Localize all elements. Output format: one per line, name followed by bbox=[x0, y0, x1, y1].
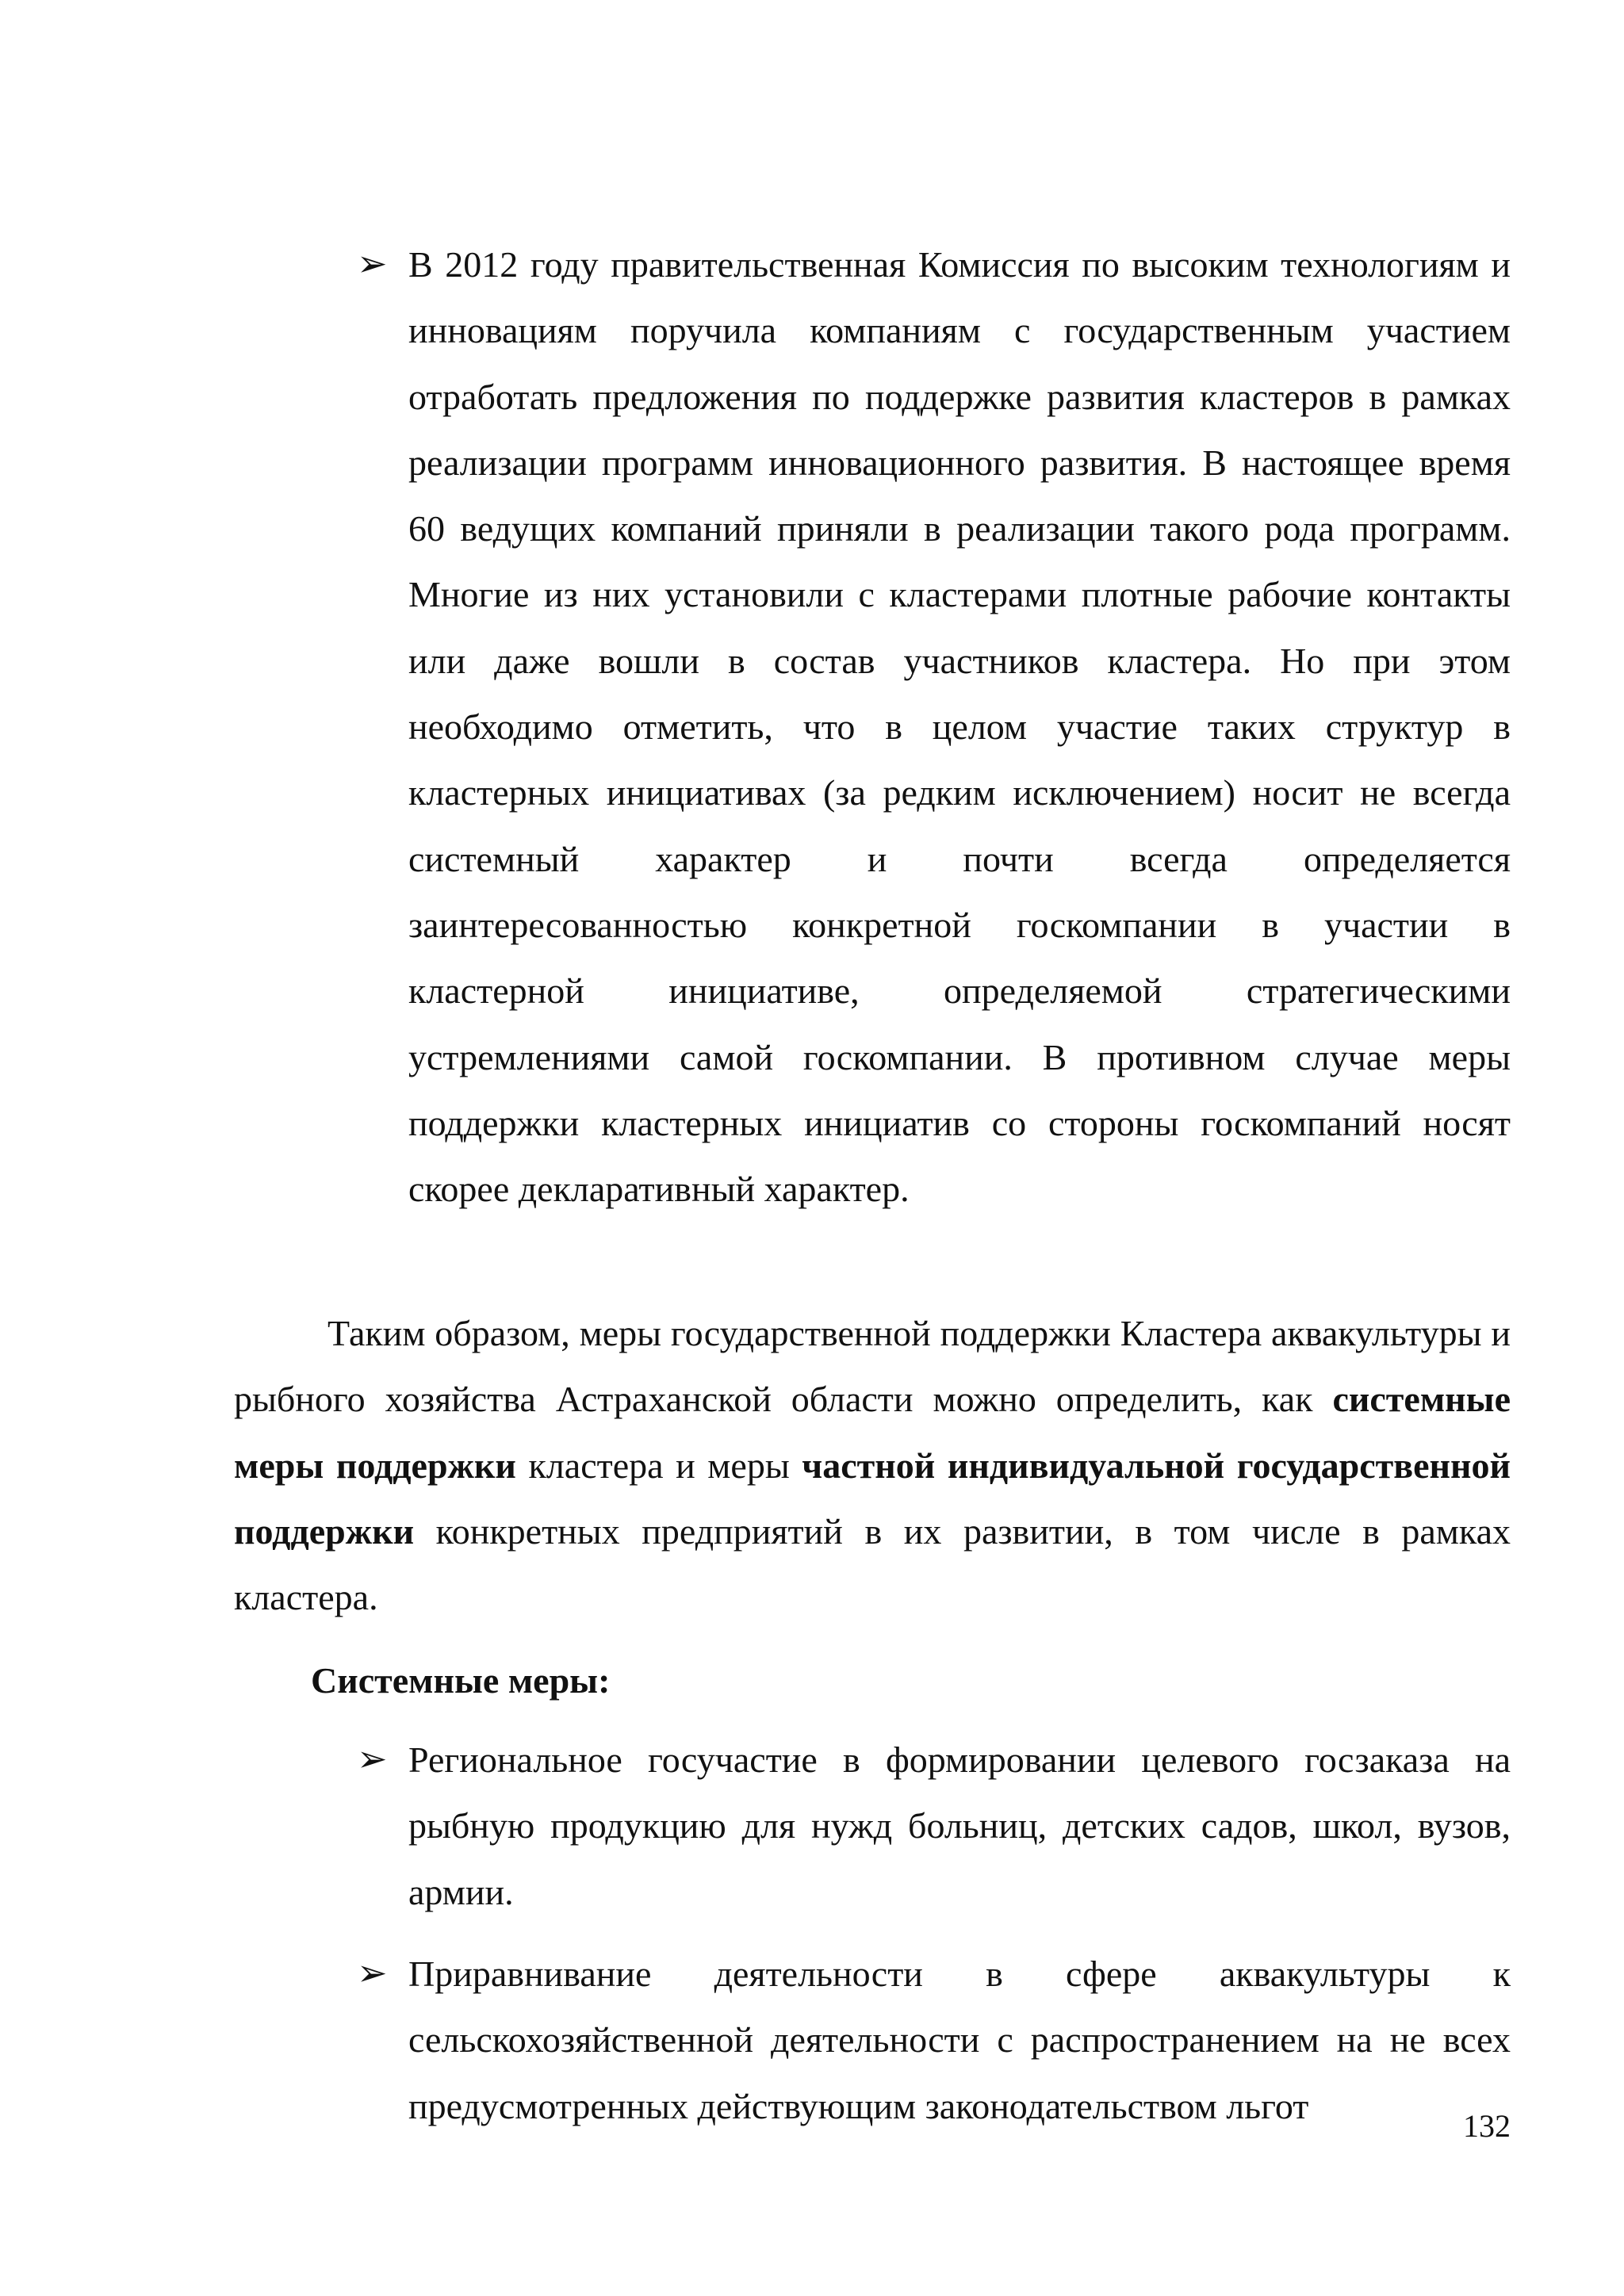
arrow-bullet-icon: ➢ bbox=[357, 1739, 388, 1779]
summary-text-part-2: кластера и меры bbox=[515, 1445, 802, 1486]
page-number: 132 bbox=[1463, 2108, 1511, 2144]
summary-text-part-3: конкретных предприятий в их развитии, в том числе в рамках кластера. bbox=[234, 1510, 1511, 1618]
summary-bold-systemic: системные меры поддержки bbox=[234, 1379, 1511, 1486]
arrow-bullet-icon: ➢ bbox=[357, 1953, 388, 1993]
summary-bold-individual: частной индивидуальной государственной поддержки bbox=[234, 1445, 1511, 1552]
bullet-text: Приравнивание деятельности в сфере аквакультуры к сельскохозяйственной деятельности с распространением на не всех предусмотренных действующим законодательством льгот bbox=[408, 1954, 1511, 2126]
bullet-item-commission bbox=[357, 232, 1511, 1222]
bullet-text: Региональное госучастие в формировании целевого госзаказа на рыбную продукцию для нужд больниц, детских садов, школ, вузов, армии. bbox=[408, 1739, 1511, 1912]
summary-paragraph bbox=[234, 1300, 1511, 1630]
summary-text-part-1: Таким образом, меры государственной поддержки Кластера аквакультуры и рыбного хозяйства Астраханской области можно определить, как bbox=[234, 1313, 1511, 1420]
section-heading: Системные меры: bbox=[311, 1660, 611, 1701]
bullet-item-aquaculture bbox=[357, 1941, 1511, 2139]
bullet-item-state-order bbox=[357, 1727, 1511, 1925]
bullet-text: В 2012 году правительственная Комиссия по высоким технологиям и инновациям поручила компаниям с государственным участием отработать предложения по поддержке развития кластеров в рамках реализации программ инновационного развития. В настоящее время 60 ведущих компаний приняли в реализации такого рода программ. Многие из них установили с кластерами плотные рабочие контакты или даже вошли в состав участников кластера. Но при этом необходимо отметить, что в целом участие таких структур в кластерных инициативах (за редким исключением) носит не всегда системный характер и почти всегда определяется заинтересованностью конкретной госкомпании в участии в кластерной инициативе, определяемой стратегическими устремлениями самой госкомпании. В противном случае меры поддержки кластерных инициатив со стороны госкомпаний носят скорее декларативный характер. bbox=[408, 244, 1511, 1210]
arrow-bullet-icon: ➢ bbox=[357, 243, 388, 284]
